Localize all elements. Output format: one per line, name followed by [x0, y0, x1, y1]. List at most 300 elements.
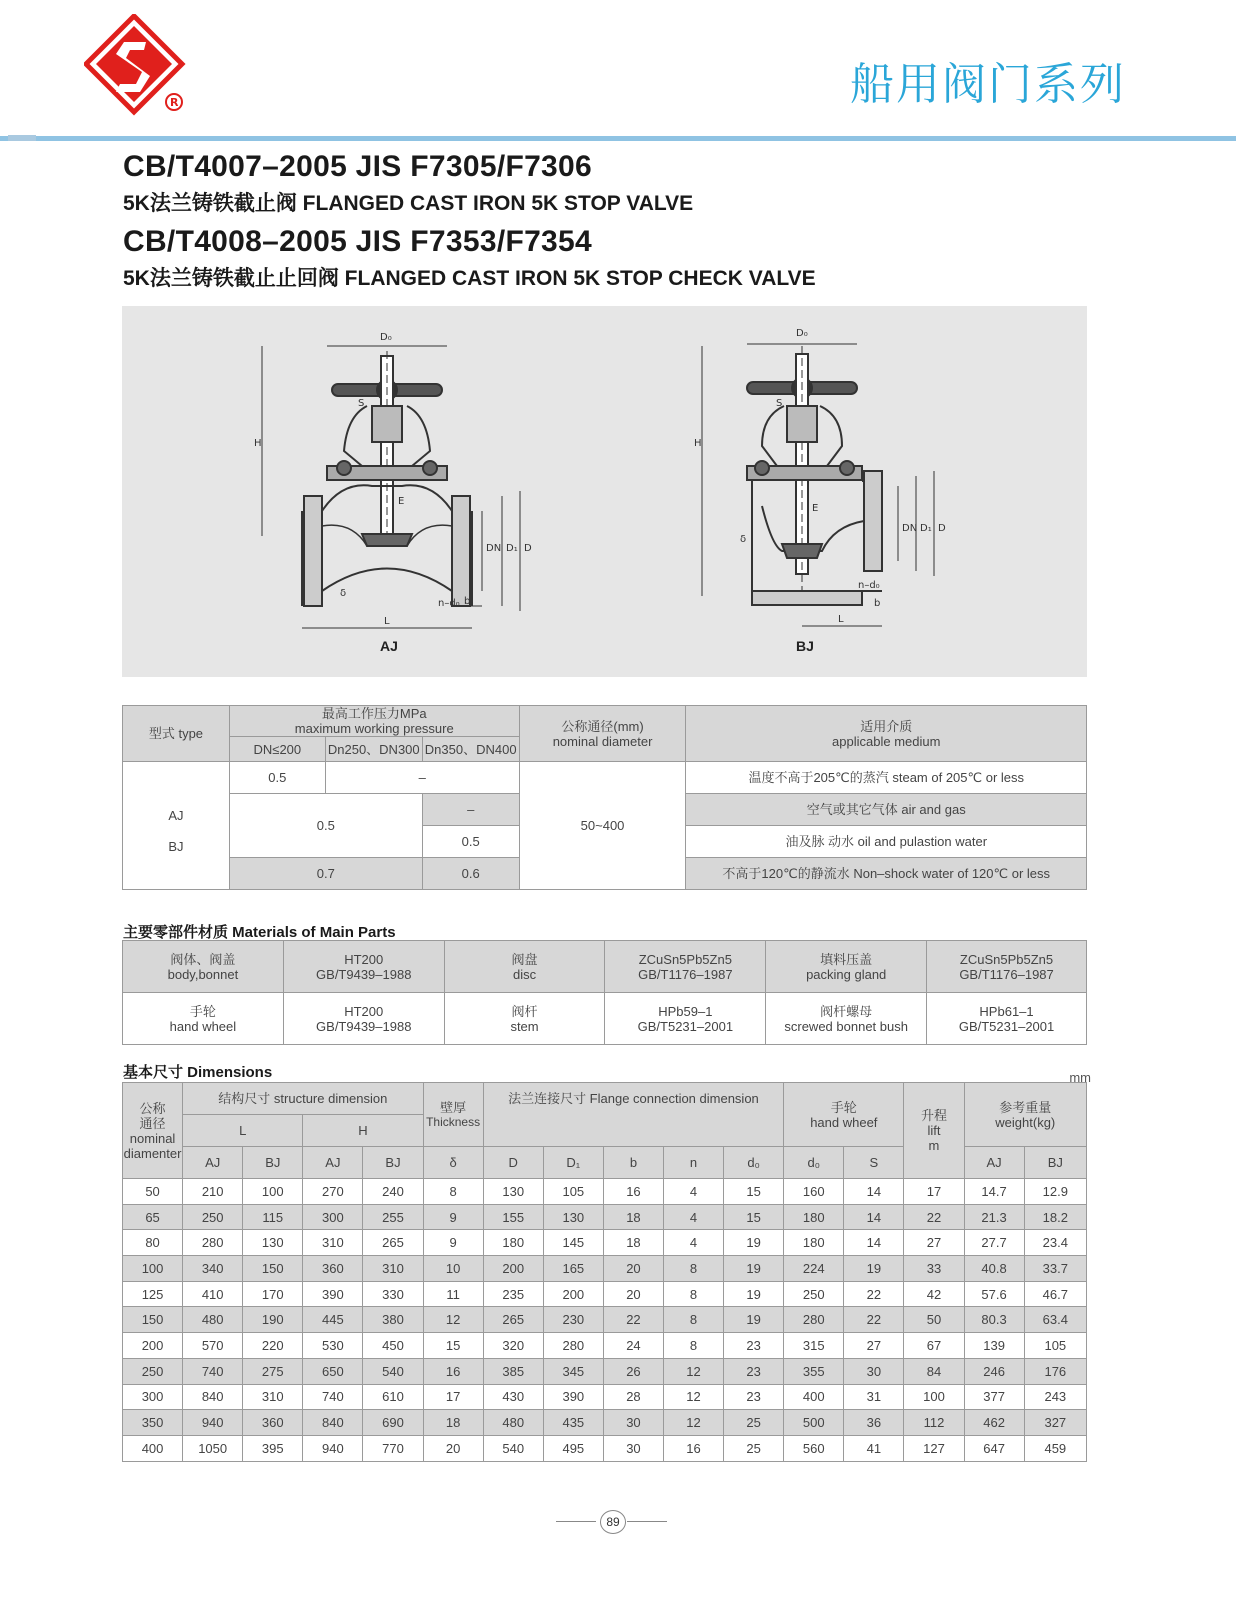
table-cell: 1050 — [183, 1435, 243, 1461]
aj-dim-d1: D₁ — [506, 543, 518, 554]
header-medium-cn: 适用介质 — [860, 718, 913, 734]
table-cell: 16 — [423, 1358, 483, 1384]
table-row — [123, 1307, 1087, 1333]
company-logo — [84, 14, 188, 118]
table-cell: 310 — [243, 1384, 303, 1410]
table-cell: 327 — [1024, 1410, 1086, 1436]
materials-cell — [766, 993, 927, 1045]
table-cell: 18 — [423, 1410, 483, 1436]
pressure-r4-dn12: 0.7 — [229, 858, 422, 890]
subheader-n: n — [663, 1147, 723, 1179]
table-cell: 480 — [183, 1307, 243, 1333]
table-cell: 15 — [724, 1204, 784, 1230]
table-cell: 4 — [663, 1204, 723, 1230]
table-cell: 12 — [663, 1358, 723, 1384]
table-cell: 40.8 — [964, 1256, 1024, 1282]
subheader-s: S — [844, 1147, 904, 1179]
materials-cell-cn: 手轮 — [189, 1003, 216, 1019]
page-number: 89 — [600, 1510, 626, 1534]
header-dn-range-3: Dn350、DN400 — [422, 737, 519, 762]
header-nominal-cn2: 通径 — [139, 1115, 166, 1131]
header-pressure — [229, 706, 519, 737]
table-cell: 12 — [663, 1384, 723, 1410]
table-cell: 23 — [724, 1358, 784, 1384]
aj-dim-do: D₀ — [380, 332, 392, 343]
table-cell: 462 — [964, 1410, 1024, 1436]
table-cell: 647 — [964, 1435, 1024, 1461]
materials-cell-en: packing gland — [806, 966, 887, 982]
table-cell: 19 — [724, 1307, 784, 1333]
table-cell: 30 — [603, 1410, 663, 1436]
table-cell: 300 — [303, 1204, 363, 1230]
table-cell: 200 — [123, 1333, 183, 1359]
aj-dim-delta: δ — [340, 588, 347, 599]
header-flange: 法兰连接尺寸 Flange connection dimension — [483, 1083, 784, 1147]
header-l: L — [183, 1115, 303, 1147]
table-cell: 145 — [543, 1230, 603, 1256]
table-cell: 480 — [483, 1410, 543, 1436]
materials-cell-cn: ZCuSn5Pb5Zn5 — [638, 951, 732, 967]
table-cell: 377 — [964, 1384, 1024, 1410]
materials-cell — [123, 993, 284, 1045]
table-cell: 22 — [904, 1204, 964, 1230]
table-row — [123, 1333, 1087, 1359]
header-thickness-en: Thickness — [426, 1114, 481, 1129]
header-h: H — [303, 1115, 423, 1147]
table-cell: 570 — [183, 1333, 243, 1359]
materials-cell — [123, 941, 284, 993]
materials-cell — [283, 993, 444, 1045]
table-cell: 400 — [784, 1384, 844, 1410]
table-cell: 25 — [724, 1435, 784, 1461]
table-cell: 57.6 — [964, 1281, 1024, 1307]
header-hand-wheel-cn: 手轮 — [830, 1099, 857, 1115]
table-cell: 139 — [964, 1333, 1024, 1359]
table-cell: 17 — [904, 1179, 964, 1205]
table-cell: 500 — [784, 1410, 844, 1436]
header-nominal-en1: nominal — [129, 1130, 176, 1146]
table-cell: 12.9 — [1024, 1179, 1086, 1205]
table-cell: 50 — [123, 1179, 183, 1205]
type-cell — [123, 762, 230, 890]
table-cell: 410 — [183, 1281, 243, 1307]
table-row — [123, 1435, 1087, 1461]
bj-dim-s: S — [776, 398, 783, 409]
table-cell: 15 — [423, 1333, 483, 1359]
table-row — [123, 1384, 1087, 1410]
table-cell: 125 — [123, 1281, 183, 1307]
table-cell: 105 — [543, 1179, 603, 1205]
aj-dim-b: b — [464, 596, 471, 607]
table-cell: 12 — [423, 1307, 483, 1333]
aj-dim-e: E — [398, 496, 405, 507]
nominal-range: 50~400 — [519, 762, 686, 890]
valve-drawing-panel — [122, 306, 1087, 677]
table-cell: 230 — [543, 1307, 603, 1333]
table-cell: 20 — [603, 1281, 663, 1307]
table-cell: 310 — [363, 1256, 423, 1282]
bj-dim-h: H — [694, 438, 702, 449]
table-cell: 18.2 — [1024, 1204, 1086, 1230]
pressure-r1-dn23: – — [325, 762, 519, 794]
materials-cell-en: hand wheel — [169, 1018, 237, 1034]
header-nominal — [123, 1083, 183, 1179]
table-cell: 22 — [603, 1307, 663, 1333]
table-cell: 100 — [123, 1256, 183, 1282]
materials-cell — [927, 941, 1087, 993]
series-title: 船用阀门系列 — [850, 59, 1126, 110]
table-cell: 360 — [303, 1256, 363, 1282]
header-weight-en: weight(kg) — [995, 1114, 1056, 1130]
aj-dim-l: L — [384, 616, 390, 627]
standard-title-2: CB/T4008–2005 JIS F7353/F7354 — [123, 225, 593, 258]
bj-dim-l: L — [838, 614, 844, 625]
materials-cell — [444, 993, 605, 1045]
table-cell: 190 — [243, 1307, 303, 1333]
header-nominal-diameter — [519, 706, 686, 762]
table-cell: 26 — [603, 1358, 663, 1384]
table-row — [123, 1179, 1087, 1205]
table-cell: 430 — [483, 1384, 543, 1410]
table-cell: 385 — [483, 1358, 543, 1384]
table-cell: 67 — [904, 1333, 964, 1359]
bj-valve-drawing — [702, 344, 934, 626]
header-dn-range-1: DN≤200 — [229, 737, 325, 762]
materials-cell-cn: HPb61–1 — [979, 1003, 1034, 1019]
table-cell: 84 — [904, 1358, 964, 1384]
table-cell: 340 — [183, 1256, 243, 1282]
materials-cell-cn: 阀体、阀盖 — [170, 951, 236, 967]
table-cell: 450 — [363, 1333, 423, 1359]
header-pressure-cn: 最高工作压力MPa — [321, 706, 427, 721]
table-cell: 610 — [363, 1384, 423, 1410]
materials-title: 主要零部件材质 Materials of Main Parts — [123, 924, 396, 941]
table-cell: 150 — [123, 1307, 183, 1333]
table-cell: 8 — [423, 1179, 483, 1205]
aj-dim-h: H — [254, 438, 262, 449]
subheader-delta: δ — [423, 1147, 483, 1179]
table-cell: 19 — [724, 1256, 784, 1282]
type-aj: AJ — [168, 807, 184, 823]
pressure-r4-dn3: 0.6 — [422, 858, 519, 890]
aj-drawing-label: AJ — [380, 638, 398, 654]
table-cell: 243 — [1024, 1384, 1086, 1410]
table-cell: 180 — [784, 1204, 844, 1230]
bj-dim-nd: n–d₀ — [858, 580, 880, 591]
subheader-h-aj: AJ — [303, 1147, 363, 1179]
table-cell: 9 — [423, 1230, 483, 1256]
materials-cell-en: GB/T1176–1987 — [638, 966, 733, 982]
pressure-r1-dn1: 0.5 — [229, 762, 325, 794]
standard-title-1: CB/T4007–2005 JIS F7305/F7306 — [123, 150, 593, 183]
table-cell: 18 — [603, 1230, 663, 1256]
materials-cell-en: screwed bonnet bush — [784, 1018, 908, 1034]
table-cell: 20 — [423, 1435, 483, 1461]
table-cell: 350 — [123, 1410, 183, 1436]
table-cell: 10 — [423, 1256, 483, 1282]
header-dn-range-2: Dn250、DN300 — [325, 737, 422, 762]
header-pressure-en: maximum working pressure — [294, 721, 454, 736]
table-cell: 240 — [363, 1179, 423, 1205]
header-medium-en: applicable medium — [832, 733, 941, 749]
table-cell: 12 — [663, 1410, 723, 1436]
table-cell: 255 — [363, 1204, 423, 1230]
subheader-d: D — [483, 1147, 543, 1179]
materials-cell-en: disc — [512, 966, 537, 982]
table-cell: 840 — [303, 1410, 363, 1436]
table-row — [123, 1281, 1087, 1307]
materials-table — [122, 940, 1087, 1045]
header-thickness — [423, 1083, 483, 1147]
table-cell: 14 — [844, 1204, 904, 1230]
table-cell: 4 — [663, 1179, 723, 1205]
subheader-weight-aj: AJ — [964, 1147, 1024, 1179]
table-cell: 18 — [603, 1204, 663, 1230]
type-bj: BJ — [168, 838, 184, 854]
header-lift — [904, 1083, 964, 1179]
aj-dim-nd: n–d₀ — [438, 598, 460, 609]
table-cell: 27 — [904, 1230, 964, 1256]
bj-dim-delta: δ — [740, 534, 747, 545]
table-cell: 14 — [844, 1179, 904, 1205]
table-cell: 36 — [844, 1410, 904, 1436]
medium-2: 空气或其它气体 air and gas — [686, 794, 1087, 826]
table-cell: 540 — [363, 1358, 423, 1384]
bj-dim-do: D₀ — [796, 328, 808, 339]
table-cell: 690 — [363, 1410, 423, 1436]
table-cell: 315 — [784, 1333, 844, 1359]
table-cell: 27 — [844, 1333, 904, 1359]
materials-cell — [766, 941, 927, 993]
materials-cell-en: GB/T5231–2001 — [958, 1018, 1055, 1034]
table-cell: 176 — [1024, 1358, 1086, 1384]
table-cell: 65 — [123, 1204, 183, 1230]
standard-subtitle-2: 5K法兰铸铁截止止回阀 FLANGED CAST IRON 5K STOP CHECK VALVE — [123, 267, 816, 290]
materials-cell-en: GB/T5231–2001 — [637, 1018, 734, 1034]
table-cell: 46.7 — [1024, 1281, 1086, 1307]
table-cell: 280 — [784, 1307, 844, 1333]
table-cell: 270 — [303, 1179, 363, 1205]
table-cell: 8 — [663, 1281, 723, 1307]
table-cell: 265 — [483, 1307, 543, 1333]
table-cell: 280 — [543, 1333, 603, 1359]
table-cell: 200 — [483, 1256, 543, 1282]
bj-dim-b: b — [874, 598, 881, 609]
table-cell: 115 — [243, 1204, 303, 1230]
standard-subtitle-1: 5K法兰铸铁截止阀 FLANGED CAST IRON 5K STOP VALVE — [123, 192, 694, 215]
materials-cell-cn: HT200 — [344, 1003, 384, 1019]
table-cell: 30 — [844, 1358, 904, 1384]
materials-cell-cn: 阀杆螺母 — [820, 1003, 873, 1019]
materials-cell-cn: HT200 — [344, 951, 384, 967]
header-lift-cn: 升程 — [920, 1108, 947, 1123]
table-cell: 530 — [303, 1333, 363, 1359]
header-structure: 结构尺寸 structure dimension — [183, 1083, 423, 1115]
table-cell: 224 — [784, 1256, 844, 1282]
table-cell: 130 — [543, 1204, 603, 1230]
table-cell: 80 — [123, 1230, 183, 1256]
table-cell: 155 — [483, 1204, 543, 1230]
header-nominal-cn: 公称通径(mm) — [561, 718, 644, 734]
table-cell: 23.4 — [1024, 1230, 1086, 1256]
materials-cell-cn: HPb59–1 — [658, 1003, 713, 1019]
page-ornament-right — [627, 1521, 667, 1522]
table-cell: 105 — [1024, 1333, 1086, 1359]
subheader-l-bj: BJ — [243, 1147, 303, 1179]
table-cell: 33 — [904, 1256, 964, 1282]
subheader-h-bj: BJ — [363, 1147, 423, 1179]
table-cell: 42 — [904, 1281, 964, 1307]
table-cell: 22 — [844, 1281, 904, 1307]
materials-cell-cn: 阀盘 — [511, 951, 538, 967]
table-cell: 31 — [844, 1384, 904, 1410]
table-cell: 280 — [183, 1230, 243, 1256]
table-cell: 320 — [483, 1333, 543, 1359]
table-cell: 250 — [183, 1204, 243, 1230]
table-cell: 14 — [844, 1230, 904, 1256]
table-cell: 265 — [363, 1230, 423, 1256]
table-cell: 24 — [603, 1333, 663, 1359]
table-cell: 14.7 — [964, 1179, 1024, 1205]
table-cell: 8 — [663, 1256, 723, 1282]
table-cell: 355 — [784, 1358, 844, 1384]
subheader-b: b — [603, 1147, 663, 1179]
aj-dim-s: S — [358, 398, 365, 409]
header-medium — [686, 706, 1087, 762]
header-weight — [964, 1083, 1086, 1147]
table-cell: 400 — [123, 1435, 183, 1461]
materials-cell — [283, 941, 444, 993]
table-cell: 25 — [724, 1410, 784, 1436]
header-lift-unit: m — [928, 1138, 940, 1153]
table-row — [123, 1410, 1087, 1436]
materials-cell — [605, 993, 766, 1045]
table-cell: 940 — [183, 1410, 243, 1436]
table-cell: 33.7 — [1024, 1256, 1086, 1282]
bj-dim-d1: D₁ — [920, 523, 932, 534]
valve-drawings-svg — [122, 306, 1087, 677]
materials-cell-en: stem — [510, 1018, 539, 1034]
bj-dim-dn: DN — [902, 523, 918, 534]
table-cell: 41 — [844, 1435, 904, 1461]
table-cell: 27.7 — [964, 1230, 1024, 1256]
table-cell: 770 — [363, 1435, 423, 1461]
table-cell: 165 — [543, 1256, 603, 1282]
table-cell: 435 — [543, 1410, 603, 1436]
table-cell: 19 — [724, 1230, 784, 1256]
materials-cell-en: body,bonnet — [167, 966, 239, 982]
table-cell: 330 — [363, 1281, 423, 1307]
table-cell: 21.3 — [964, 1204, 1024, 1230]
table-cell: 300 — [123, 1384, 183, 1410]
table-cell: 390 — [303, 1281, 363, 1307]
table-cell: 20 — [603, 1256, 663, 1282]
table-cell: 180 — [483, 1230, 543, 1256]
header-nominal-en2: diamenter — [123, 1145, 182, 1161]
header-divider — [0, 136, 1236, 141]
bj-dim-d: D — [938, 523, 946, 534]
table-cell: 459 — [1024, 1435, 1086, 1461]
table-cell: 19 — [844, 1256, 904, 1282]
table-cell: 540 — [483, 1435, 543, 1461]
table-cell: 650 — [303, 1358, 363, 1384]
table-cell: 560 — [784, 1435, 844, 1461]
table-cell: 23 — [724, 1333, 784, 1359]
table-cell: 740 — [183, 1358, 243, 1384]
materials-cell-en: GB/T9439–1988 — [316, 966, 412, 982]
pressure-r3-dn3: 0.5 — [422, 826, 519, 858]
table-cell: 150 — [243, 1256, 303, 1282]
table-cell: 127 — [904, 1435, 964, 1461]
header-thickness-cn: 壁厚 — [440, 1099, 467, 1115]
table-cell: 445 — [303, 1307, 363, 1333]
dimensions-table — [122, 1082, 1087, 1462]
table-cell: 310 — [303, 1230, 363, 1256]
table-cell: 30 — [603, 1435, 663, 1461]
table-cell: 16 — [603, 1179, 663, 1205]
table-row — [123, 1204, 1087, 1230]
materials-cell — [927, 993, 1087, 1045]
table-cell: 23 — [724, 1384, 784, 1410]
table-cell: 380 — [363, 1307, 423, 1333]
pressure-table — [122, 705, 1087, 890]
subheader-d1: D₁ — [543, 1147, 603, 1179]
table-cell: 495 — [543, 1435, 603, 1461]
aj-dim-dn: DN — [486, 543, 502, 554]
table-cell: 840 — [183, 1384, 243, 1410]
table-cell: 275 — [243, 1358, 303, 1384]
header-hand-wheel — [784, 1083, 904, 1147]
table-cell: 740 — [303, 1384, 363, 1410]
materials-cell-cn: ZCuSn5Pb5Zn5 — [959, 951, 1054, 967]
table-row — [123, 1256, 1087, 1282]
materials-cell — [605, 941, 766, 993]
table-cell: 395 — [243, 1435, 303, 1461]
aj-dim-d: D — [524, 543, 532, 554]
medium-1: 温度不高于205℃的蒸汽 steam of 205℃ or less — [686, 762, 1087, 794]
table-cell: 160 — [784, 1179, 844, 1205]
table-cell: 50 — [904, 1307, 964, 1333]
subheader-weight-bj: BJ — [1024, 1147, 1086, 1179]
table-cell: 200 — [543, 1281, 603, 1307]
table-cell: 360 — [243, 1410, 303, 1436]
aj-valve-drawing — [262, 346, 520, 628]
table-cell: 8 — [663, 1333, 723, 1359]
table-cell: 170 — [243, 1281, 303, 1307]
table-cell: 345 — [543, 1358, 603, 1384]
subheader-l-aj: AJ — [183, 1147, 243, 1179]
header-divider-mark — [8, 135, 36, 141]
table-cell: 16 — [663, 1435, 723, 1461]
table-row — [123, 1230, 1087, 1256]
table-cell: 250 — [784, 1281, 844, 1307]
table-cell: 22 — [844, 1307, 904, 1333]
table-cell: 100 — [904, 1384, 964, 1410]
table-cell: 4 — [663, 1230, 723, 1256]
materials-cell-en: GB/T9439–1988 — [316, 1018, 412, 1034]
materials-cell-en: GB/T1176–1987 — [959, 966, 1054, 982]
table-row — [123, 1358, 1087, 1384]
dimensions-unit: mm — [1069, 1070, 1091, 1085]
page-ornament-left — [556, 1521, 596, 1522]
table-cell: 180 — [784, 1230, 844, 1256]
header-nominal-cn1: 公称 — [139, 1100, 166, 1116]
table-cell: 130 — [243, 1230, 303, 1256]
header-type: 型式 type — [123, 706, 230, 762]
dimensions-title: 基本尺寸 Dimensions — [123, 1064, 273, 1081]
table-cell: 9 — [423, 1204, 483, 1230]
table-cell: 8 — [663, 1307, 723, 1333]
